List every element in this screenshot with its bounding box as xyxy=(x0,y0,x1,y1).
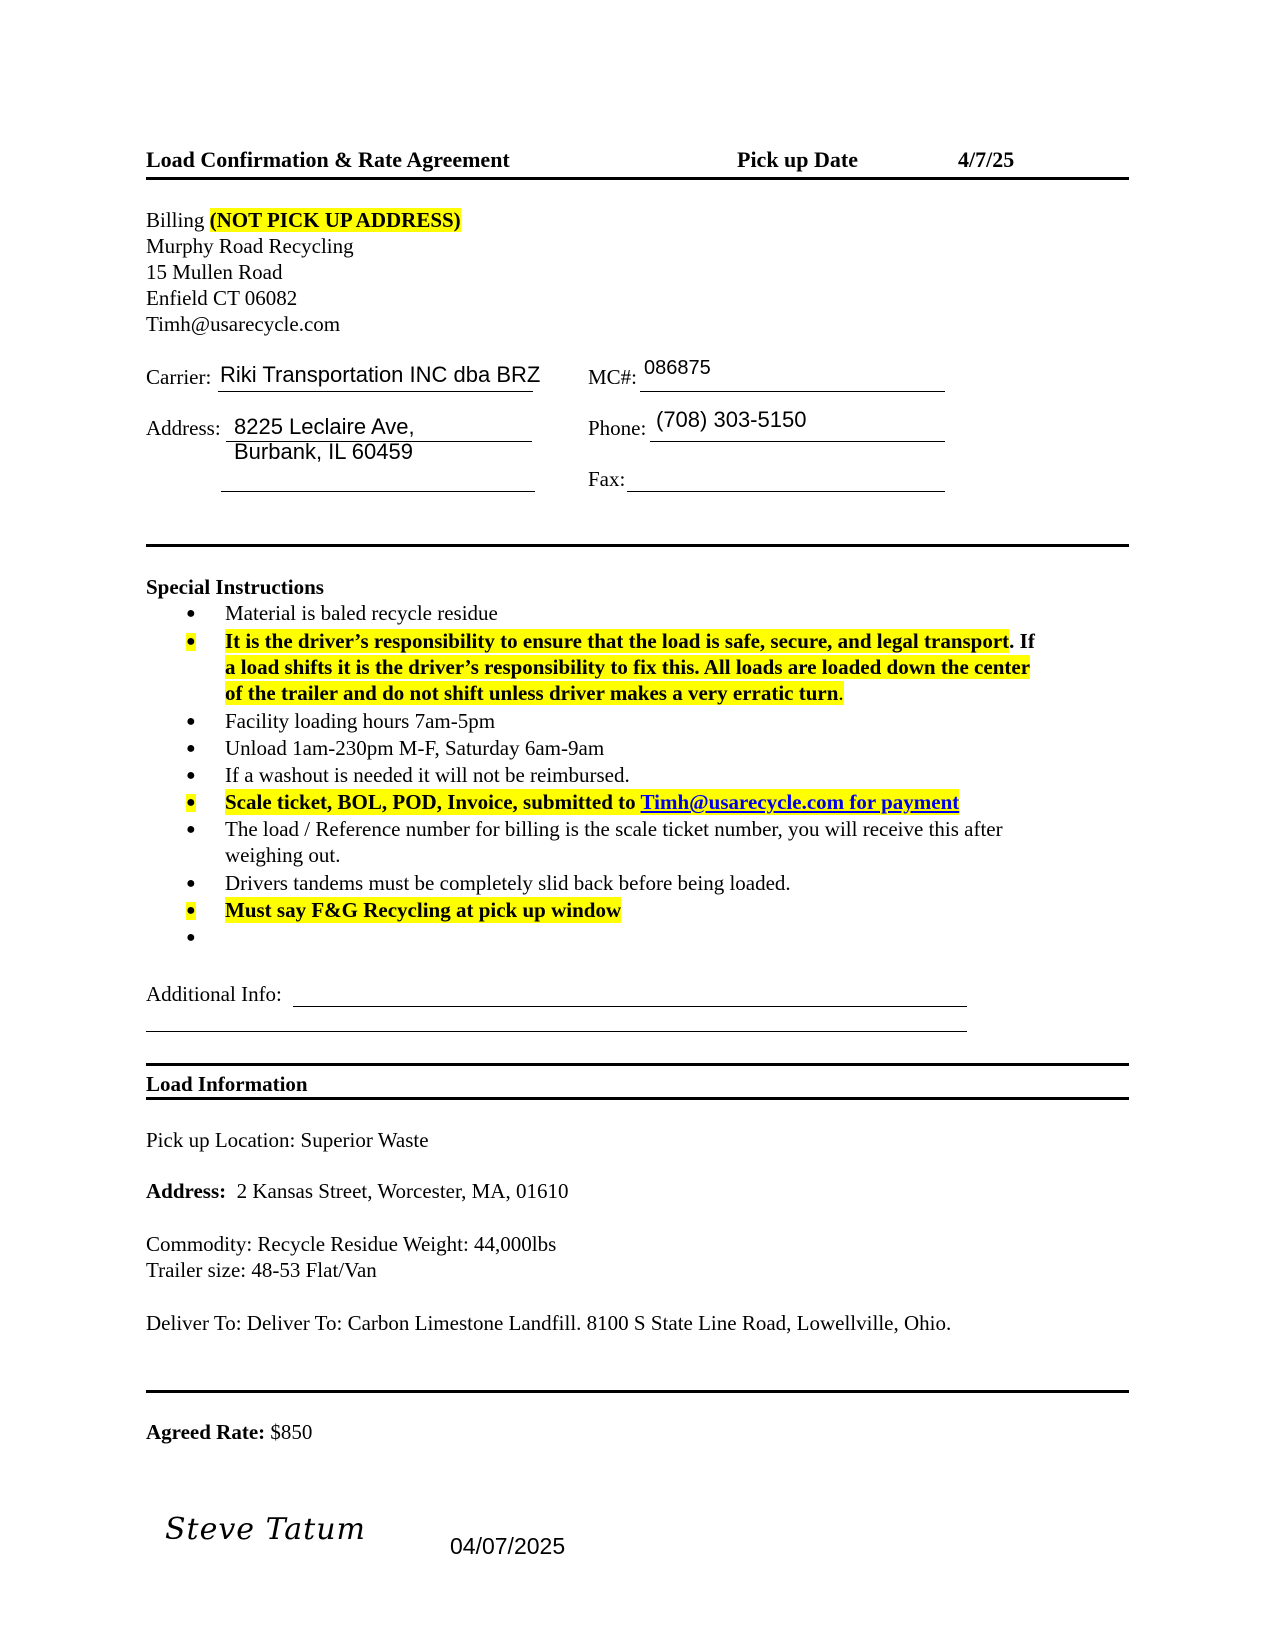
instruction-item: If a washout is needed it will not be reimbursed. xyxy=(225,763,630,787)
instruction-item: weighing out. xyxy=(225,843,341,867)
bullet: ● xyxy=(186,767,196,784)
bullet: ● xyxy=(186,740,196,757)
bullet: ● xyxy=(186,605,196,622)
instruction-item: Material is baled recycle residue xyxy=(225,601,498,625)
pickup-address-value: 2 Kansas Street, Worcester, MA, 01610 xyxy=(236,1179,569,1203)
bullet: ● xyxy=(186,633,196,650)
instruction-text: . xyxy=(838,681,844,705)
instruction-item: Unload 1am-230pm M-F, Saturday 6am-9am xyxy=(225,736,605,760)
signature: Steve Tatum xyxy=(165,1512,366,1547)
header-rule xyxy=(146,177,1129,180)
phone-value[interactable]: (708) 303-5150 xyxy=(656,407,807,432)
address-line-1[interactable]: 8225 Leclaire Ave, xyxy=(234,414,415,439)
bullet: ● xyxy=(186,794,196,811)
address-label: Address: xyxy=(146,416,221,440)
carrier-label: Carrier: xyxy=(146,365,212,389)
bullet: ● xyxy=(186,821,196,838)
carrier-underline xyxy=(218,391,533,392)
instruction-item: The load / Reference number for billing is the scale ticket number, you will receive this after xyxy=(225,817,1003,841)
mc-label: MC#: xyxy=(588,365,638,389)
instruction-item-highlight: Must say F&G Recycling at pick up window xyxy=(225,898,622,922)
pickup-date-value: 4/7/25 xyxy=(958,147,1015,172)
billing-note: (NOT PICK UP ADDRESS) xyxy=(209,208,461,232)
instruction-item-highlight xyxy=(225,680,844,706)
fax-label: Fax: xyxy=(588,467,626,491)
commodity: Commodity: Recycle Residue Weight: 44,000lbs xyxy=(146,1232,557,1256)
instruction-item: Drivers tandems must be completely slid back before being loaded. xyxy=(225,871,791,895)
instruction-text: . If xyxy=(1009,629,1035,653)
additional-info-underline-2[interactable] xyxy=(146,1031,967,1032)
load-info-rule-bottom xyxy=(146,1097,1129,1100)
agreed-rate-value: $850 xyxy=(270,1420,313,1444)
phone-label: Phone: xyxy=(588,416,647,440)
billing-label: Billing xyxy=(146,208,205,232)
rate-rule xyxy=(146,1390,1129,1393)
pickup-address-line xyxy=(146,1179,568,1204)
instruction-item-highlight xyxy=(225,628,1035,654)
billing-line-4: Timh@usarecycle.com xyxy=(146,312,341,336)
address-line-2[interactable]: Burbank, IL 60459 xyxy=(234,439,413,464)
pickup-date-label: Pick up Date xyxy=(737,147,858,172)
mc-underline xyxy=(640,391,945,392)
instruction-item: Facility loading hours 7am-5pm xyxy=(225,709,496,733)
additional-info-underline-1[interactable] xyxy=(293,1006,967,1007)
bullet: ● xyxy=(186,902,196,919)
carrier-rule xyxy=(146,544,1129,547)
pickup-location: Pick up Location: Superior Waste xyxy=(146,1128,429,1152)
phone-underline xyxy=(650,441,945,442)
trailer-size: Trailer size: 48-53 Flat/Van xyxy=(146,1258,377,1282)
fax-underline[interactable] xyxy=(627,491,945,492)
instruction-text: It is the driver’s responsibility to ensure that the load is safe, secure, and legal transport xyxy=(225,629,1010,653)
signature-date: 04/07/2025 xyxy=(450,1533,566,1559)
instruction-text: a load shifts it is the driver’s responsibility to fix this. All loads are loaded down the center xyxy=(225,655,1031,679)
instruction-item-highlight xyxy=(225,789,959,815)
mc-value[interactable]: 086875 xyxy=(644,357,711,379)
deliver-to: Deliver To: Deliver To: Carbon Limestone Landfill. 8100 S State Line Road, Lowellville, Ohio. xyxy=(146,1311,952,1335)
special-instructions-title: Special Instructions xyxy=(146,575,324,599)
billing-line-2: 15 Mullen Road xyxy=(146,260,283,284)
pickup-address-label: Address: xyxy=(146,1179,227,1203)
email-payment-link[interactable]: Timh@usarecycle.com for payment xyxy=(640,790,960,814)
instruction-text: of the trailer and do not shift unless driver makes a very erratic turn xyxy=(225,681,839,705)
agreed-rate-line xyxy=(146,1420,312,1445)
load-info-rule-top xyxy=(146,1063,1129,1066)
billing-line-1: Murphy Road Recycling xyxy=(146,234,354,258)
agreed-rate-label: Agreed Rate: xyxy=(146,1420,266,1444)
instruction-item-highlight xyxy=(225,654,1030,680)
additional-info-label: Additional Info: xyxy=(146,982,282,1006)
bullet: ● xyxy=(186,875,196,892)
bullet: ● xyxy=(186,713,196,730)
load-info-title: Load Information xyxy=(146,1072,308,1096)
instruction-text: Scale ticket, BOL, POD, Invoice, submitted to xyxy=(225,790,641,814)
carrier-value[interactable]: Riki Transportation INC dba BRZ xyxy=(220,362,541,387)
address-underline-2 xyxy=(221,491,535,492)
billing-line-3: Enfield CT 06082 xyxy=(146,286,298,310)
billing-label-line xyxy=(146,208,461,233)
bullet: ● xyxy=(186,929,196,946)
document-title: Load Confirmation & Rate Agreement xyxy=(146,147,510,172)
